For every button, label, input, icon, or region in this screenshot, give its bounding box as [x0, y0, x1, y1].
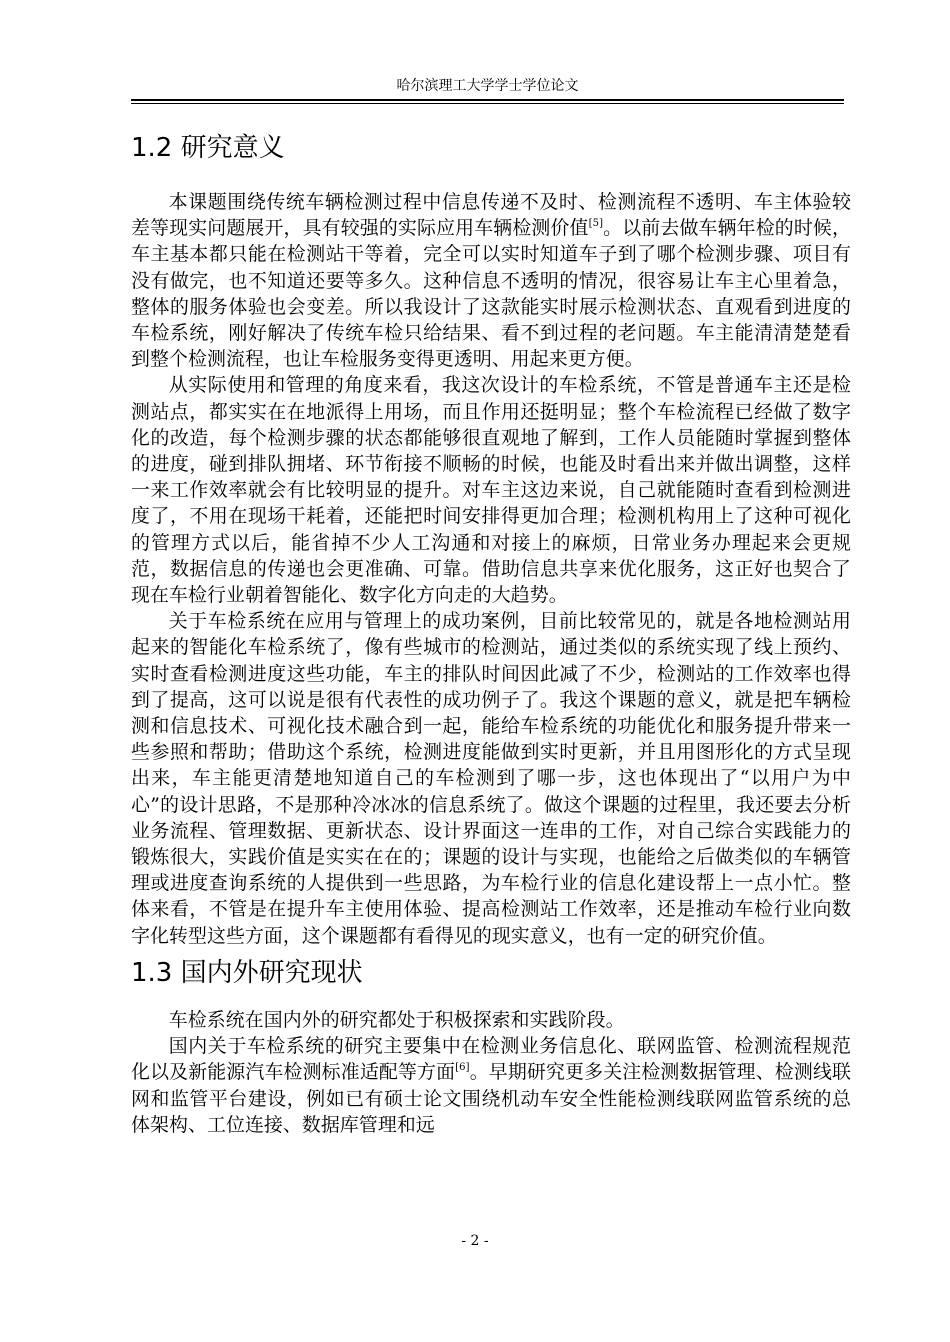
paragraph-text: 。早期研究更多关注检测数据管理、检测线联网和监管平台建设，例如已有硕士论文围绕机动车安全性能检测线联网监管系统的总体架构、工位连接、数据库管理和远 — [131, 1061, 852, 1136]
section-heading-1-2: 1.2 研究意义 — [131, 133, 285, 163]
paragraph-text: 。以前去做车辆年检的时候，车主基本都只能在检测站干等着，完全可以实时知道车子到了哪个检测步骤、项目有没有做完，也不知道还要等多久。这种信息不透明的情况，很容易让车主心里着急，整体的服务体验也会变差。所以我设计了这款能实时展示检测状态、直观看到进度的车检系统，刚好解决了传统车检只给结果、看不到过程的老问题。车主能清清楚楚看到整个检测流程，也让车检服务变得更透明、用起来更方便。 — [131, 217, 851, 371]
running-header: 哈尔滨理工大学学士学位论文 — [396, 78, 579, 94]
page-number: - 2 - — [461, 1233, 489, 1249]
section-heading-1-3: 1.3 国内外研究现状 — [131, 957, 363, 988]
paragraph-text: 本课题围绕传统车辆检测过程中信息传递不及时、检测流程不透明、车主体验较差等现实问题展开，具有较强的实际应用车辆检测价值 — [131, 191, 851, 240]
header-rule-thin — [131, 103, 844, 104]
header-rule-thick — [131, 99, 844, 101]
paragraph-text: 国内关于车检系统的研究主要集中在检测业务信息化、联网监管、检测流程规范化以及新能源汽车检测标准适配等方面 — [131, 1035, 851, 1084]
page-body — [131, 128, 851, 1138]
citation-ref: [5] — [588, 218, 604, 230]
paragraph: 关于车检系统在应用与管理上的成功案例，目前比较常见的，就是各地检测站用起来的智能化车检系统了，像有些城市的检测站，通过类似的系统实现了线上预约、实时查看检测进度这些功能，车主的排队时间因此减了不少，检测站的工作效率也得到了提高，这可以说是很有代表性的成功例子了。我这个课题的意义，就是把车辆检测和信息技术、可视化技术融合到一起，能给车检系统的功能优化和服务提升带来一些参照和帮助；借助这个系统，检测进度能做到实时更新，并且用图形化的方式呈现出来，车主能更清楚地知道自己的车检测到了哪一步，这也体现出了“以用户为中心”的设计思路，不是那种冷冰冰的信息系统了。做这个课题的过程里，我还要去分析业务流程、管理数据、更新状态、设计界面这一连串的工作，对自己综合实践能力的锻炼很大，实践价值是实实在在的；课题的设计与实现，也能给之后做类似的车辆管理或进度查询系统的人提供到一些思路，为车检行业的信息化建设帮上一点小忙。整体来看，不管是在提升车主使用体验、提高检测站工作效率，还是推动车检行业向数字化转型这些方面，这个课题都有看得见的现实意义，也有一定的研究价值。 — [131, 610, 851, 947]
paragraph: 从实际使用和管理的角度来看，我这次设计的车检系统，不管是普通车主还是检测站点，都实实在在地派得上用场，而且作用还挺明显；整个车检流程已经做了数字化的改造，每个检测步骤的状态都能够很直观地了解到，工作人员能随时掌握到整体的进度，碰到排队拥堵、环节衔接不顺畅的时候，也能及时看出来并做出调整，这样一来工作效率就会有比较明显的提升。对车主这边来说，自己就能随时查看到检测进度了，不用在现场干耗着，还能把时间安排得更加合理；检测机构用上了这种可视化的管理方式以后，能省掉不少人工沟通和对接上的麻烦，日常业务办理起来会更规范，数据信息的传递也会更准确、可靠。借助信息共享来优化服务，这正好也契合了现在车检行业朝着智能化、数字化方向走的大趋势。 — [131, 374, 851, 607]
paragraph — [131, 1033, 851, 1138]
paragraph: 车检系统在国内外的研究都处于积极探索和实践阶段。 — [168, 1008, 625, 1031]
paragraph — [131, 189, 851, 372]
citation-ref: [6] — [455, 1062, 470, 1074]
